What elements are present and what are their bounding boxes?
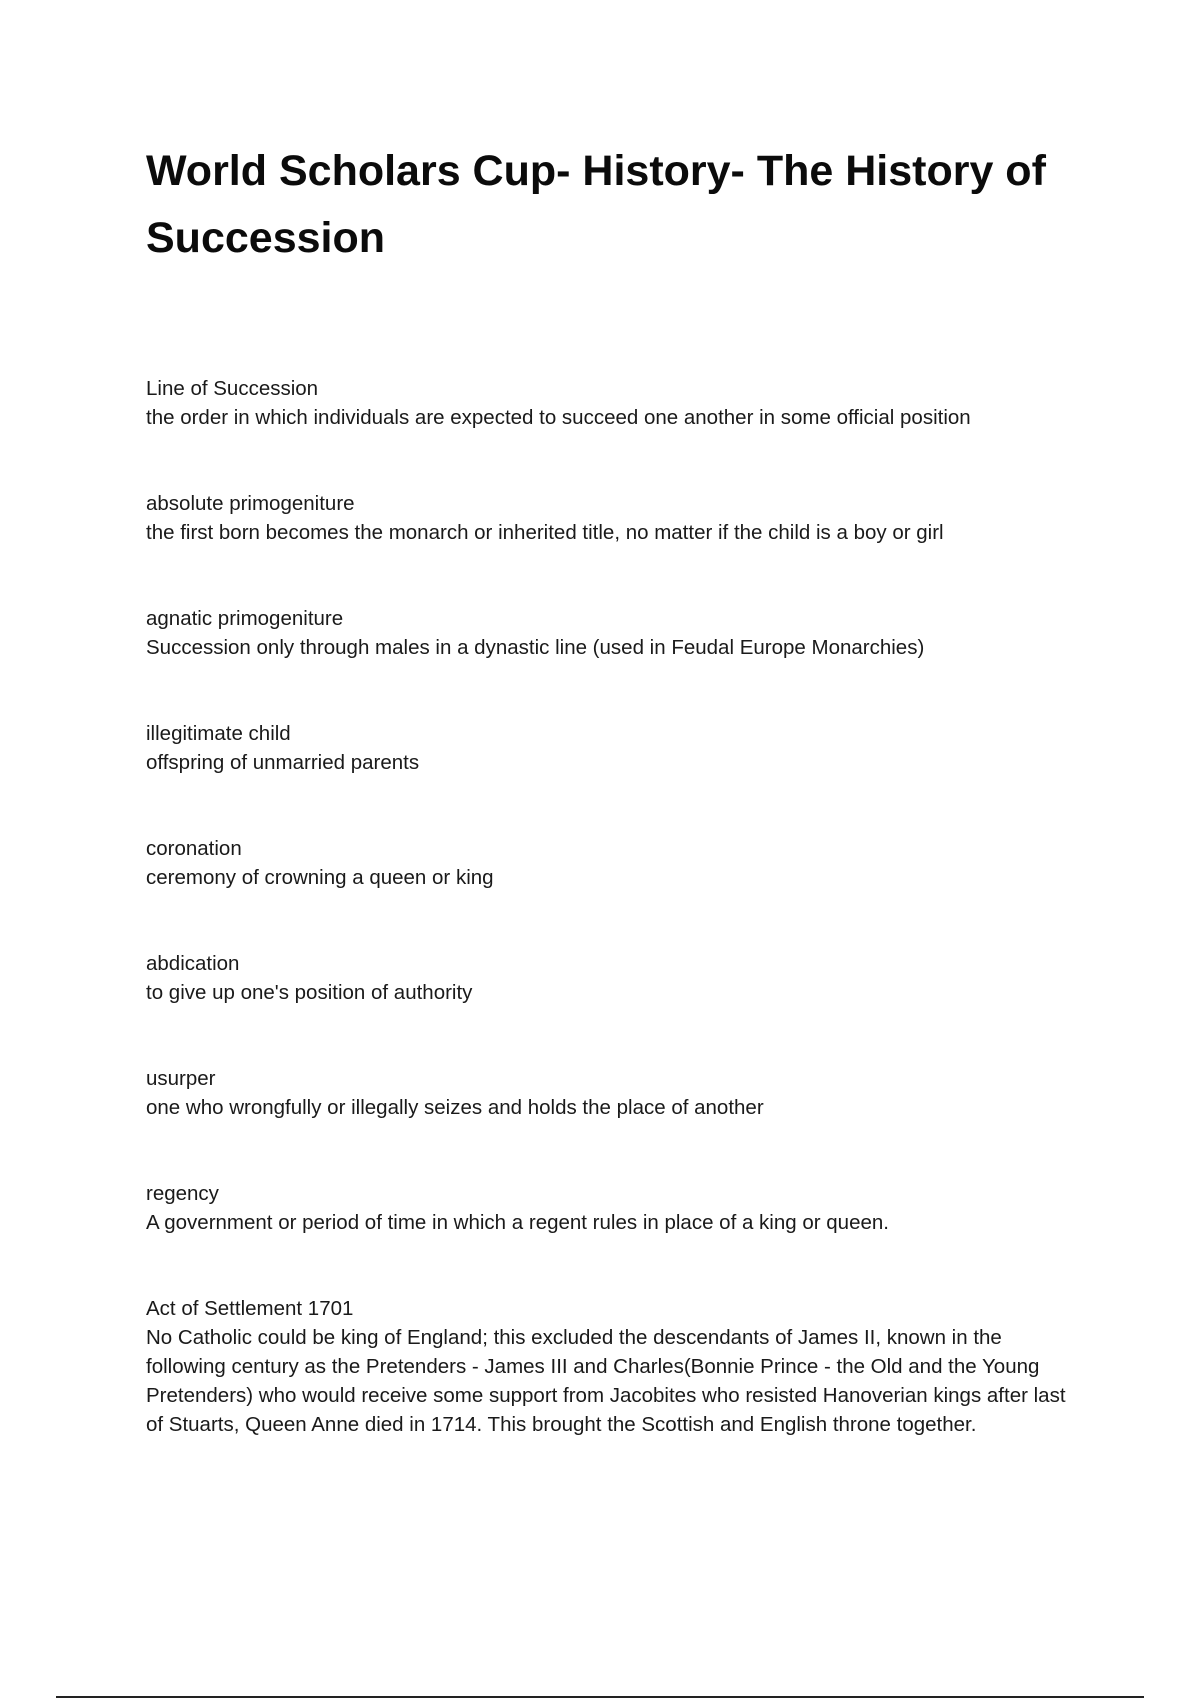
term-definition: the first born becomes the monarch or inherited title, no matter if the child is a boy or girl (146, 521, 944, 544)
term-entry-regency (146, 1179, 1066, 1237)
term-definition: No Catholic could be king of England; this excluded the descendants of James II, known in the following century as the Pretenders - James III and Charles(Bonnie Prince - the Old and the Young Pretenders) who would receive some support from Jacobites who resisted Hanoverian kings after last of Stuarts, Queen Anne died in 1714. This brought the Scottish and English throne together. (146, 1326, 1066, 1436)
term-definition: the order in which individuals are expected to succeed one another in some official position (146, 406, 971, 429)
term-name: regency (146, 1182, 219, 1205)
term-name: Line of Succession (146, 377, 319, 400)
term-entry-agnatic-primogeniture (146, 604, 1066, 662)
term-name: agnatic primogeniture (146, 607, 344, 630)
term-entry-line-of-succession (146, 374, 1066, 432)
term-name: coronation (146, 837, 242, 860)
term-definition: A government or period of time in which a regent rules in place of a king or queen. (146, 1211, 889, 1234)
term-definition: ceremony of crowning a queen or king (146, 866, 494, 889)
term-definition: offspring of unmarried parents (146, 751, 420, 774)
term-entry-absolute-primogeniture (146, 489, 1066, 547)
term-name: absolute primogeniture (146, 492, 355, 515)
term-definition: one who wrongfully or illegally seizes and holds the place of another (146, 1096, 764, 1119)
term-entry-usurper (146, 1064, 1066, 1122)
term-name: usurper (146, 1067, 216, 1090)
page-title: World Scholars Cup- History- The History of Succession (146, 147, 1046, 262)
term-name: illegitimate child (146, 722, 291, 745)
term-entry-abdication (146, 949, 1066, 1007)
term-entry-coronation (146, 834, 1066, 892)
term-list (146, 374, 1066, 1496)
term-entry-act-of-settlement (146, 1294, 1066, 1439)
footer-divider (56, 1696, 1144, 1698)
term-definition: to give up one's position of authority (146, 981, 473, 1004)
term-name: abdication (146, 952, 240, 975)
term-entry-illegitimate-child (146, 719, 1066, 777)
term-definition: Succession only through males in a dynastic line (used in Feudal Europe Monarchies) (146, 636, 925, 659)
term-name: Act of Settlement 1701 (146, 1297, 354, 1320)
